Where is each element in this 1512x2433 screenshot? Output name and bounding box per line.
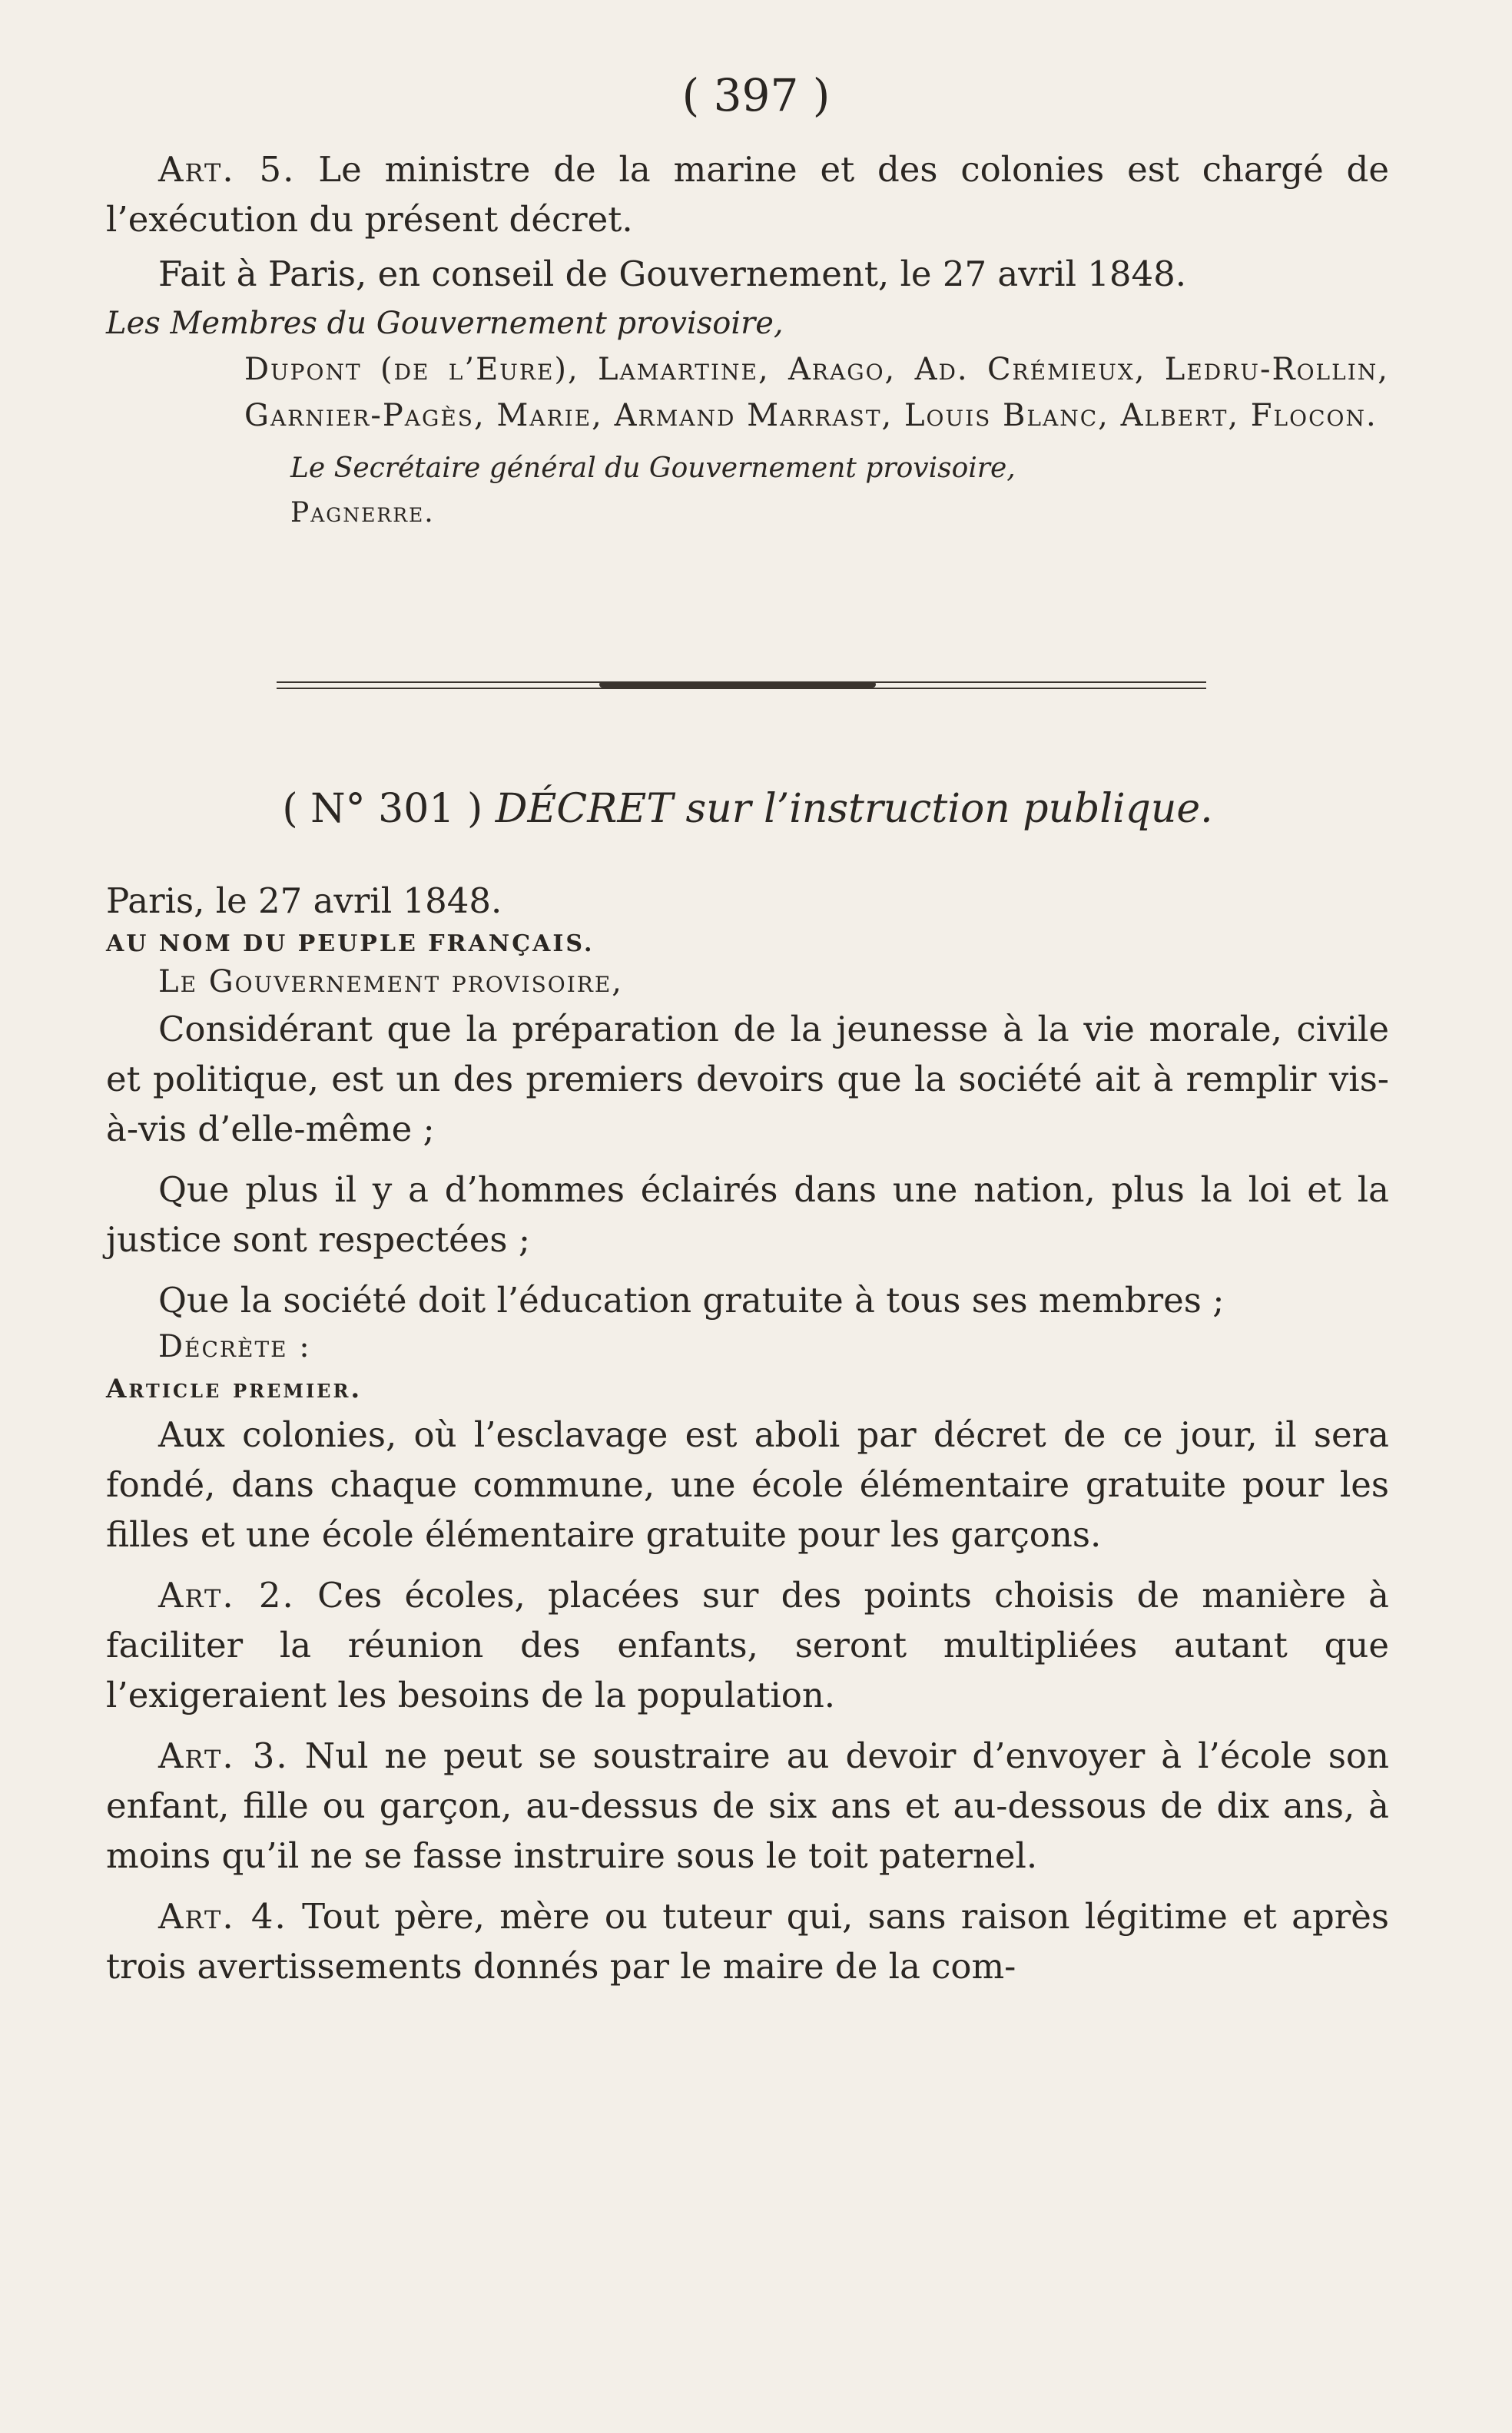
article-2-text: Ces écoles, placées sur des points choisis de manière à faciliter la réunion des enfants, seront multipliées autant que l’exigeraient les besoins de la population.: [106, 1575, 1389, 1715]
article-2: [106, 1570, 1389, 1720]
fait-line: Fait à Paris, en conseil de Gouvernement, le 27 avril 1848.: [158, 254, 1187, 294]
article-4: [106, 1891, 1389, 1991]
decree-title-main: DÉCRET: [495, 786, 673, 832]
secretary-name: Pagnerre.: [290, 497, 435, 529]
page-number: ( 397 ): [681, 69, 831, 121]
prior-decree-section: [106, 144, 1389, 535]
article-4-text: Tout père, mère ou tuteur qui, sans raison légitime et après trois avertissements donnés par le maire de la com-: [106, 1896, 1390, 1987]
article-4-label: Art. 4.: [158, 1896, 287, 1937]
decree-title: [106, 782, 1389, 836]
article-premier-heading: Article premier.: [106, 1374, 363, 1404]
gouvernement-label: Le Gouvernement provisoire,: [158, 964, 624, 999]
au-nom-heading: AU NOM DU PEUPLE FRANÇAIS.: [106, 930, 595, 957]
decrete-label: Décrète :: [158, 1329, 311, 1364]
article-3-text: Nul ne peut se soustraire au devoir d’envoyer à l’école son enfant, fille ou garçon, au-dessus de six ans et au-dessous de dix ans, à moins qu’il ne se fasse instruire sous le toit paternel.: [106, 1735, 1389, 1876]
place-date: Paris, le 27 avril 1848.: [106, 880, 502, 921]
considerant-2: Que plus il y a d’hommes éclairés dans une nation, plus la loi et la justice sont respectées ;: [106, 1169, 1389, 1260]
considerant-1: Considérant que la préparation de la jeunesse à la vie morale, civile et politique, est un des premiers devoirs que la société ait à remplir vis-à-vis d’elle-même ;: [106, 1009, 1389, 1149]
decree-title-rest: sur l’instruction publique.: [685, 786, 1213, 832]
decree-number: ( N° 301 ): [282, 786, 483, 832]
article-2-label: Art. 2.: [158, 1575, 295, 1616]
article-3: [106, 1731, 1389, 1881]
article-5-label: Art. 5.: [158, 149, 296, 190]
article-1-text: Aux colonies, où l’esclavage est aboli par décret de ce jour, il sera fondé, dans chaque commune, une école élémentaire gratuite pour les filles et une école élémentaire gratuite pour les garçons.: [106, 1414, 1389, 1555]
decree-301-section: [106, 742, 1389, 1991]
article-5: [106, 144, 1389, 244]
considerant-3: Que la société doit l’éducation gratuite à tous ses membres ;: [158, 1280, 1225, 1321]
section-divider: [277, 681, 1206, 689]
signatories: Dupont (de l’Eure), Lamartine, Arago, Ad. Crémieux, Ledru-Rollin, Garnier-Pagès, Marie, Armand Marrast, Louis Blanc, Albert, Flocon.: [244, 352, 1389, 433]
members-heading: Les Membres du Gouvernement provisoire,: [106, 306, 784, 341]
secretary-heading: Le Secrétaire général du Gouvernement provisoire,: [290, 452, 1016, 484]
article-5-text: Le ministre de la marine et des colonies est chargé de l’exécution du présent décret.: [106, 149, 1389, 240]
article-3-label: Art. 3.: [158, 1735, 289, 1776]
